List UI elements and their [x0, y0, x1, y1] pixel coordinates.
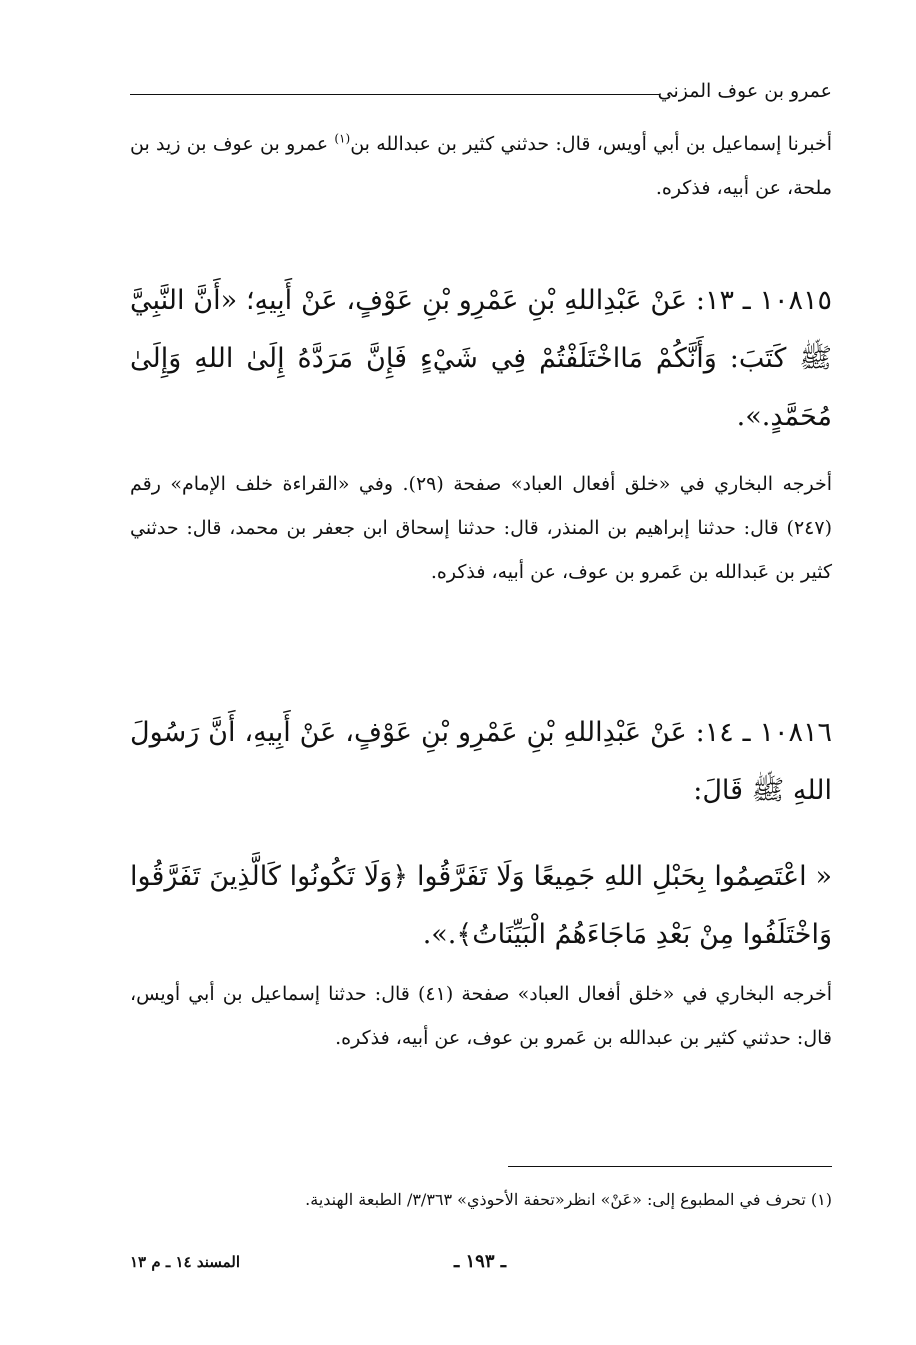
hadith-10816-takhrij: أخرجه البخاري في «خلق أفعال العباد» صفحة (٤١) قال: حدثنا إسماعيل بن أبي أويس، قال: حدثني كثير بن عبدالله بن عَمرو بن عوف، عن أبيه، فذكره. — [130, 983, 832, 1049]
footnote-marker: (١) — [334, 131, 351, 146]
hadith-10816-quote: « اعْتَصِمُوا بِحَبْلِ اللهِ جَمِيعًا وَلَا تَفَرَّقُوا ﴿وَلَا تَكُونُوا كَالَّذِينَ تَفَرَّقُوا وَاخْتَلَفُوا مِنْ بَعْدِ مَاجَاءَهُمُ الْبَيِّنَاتُ﴾.». — [130, 861, 832, 950]
intro-text-continued: عمرو بن عوف بن زيد بن ملحة، عن أبيه، فذكره. — [130, 133, 832, 199]
hadith-10815-takhrij: أخرجه البخاري في «خلق أفعال العباد» صفحة (٢٩). وفي «القراءة خلف الإمام» رقم (٢٤٧) قال: حدثنا إبراهيم بن المنذر، قال: حدثنا إسحاق ابن جعفر بن محمد، قال: حدثني كثير بن عَبدالله بن عَمرو بن عوف، عن أبيه، فذكره. — [130, 473, 832, 583]
page-header — [130, 78, 832, 108]
header-rule — [130, 94, 660, 95]
hadith-10816-text: ١٠٨١٦ ـ ١٤: عَنْ عَبْدِاللهِ بْنِ عَمْرِو بْنِ عَوْفٍ، عَنْ أَبِيهِ، أَنَّ رَسُولَ اللهِ ﷺ قَالَ: — [130, 717, 832, 806]
intro-paragraph — [130, 122, 832, 210]
footnote: (١) تحرف في المطبوع إلى: «عَنْ» انظر«تحفة الأحوذي» ٣/٣٦٣/ الطبعة الهندية. — [305, 1190, 832, 1209]
footnote-rule — [508, 1166, 832, 1167]
running-title: عمرو بن عوف المزني — [657, 80, 832, 102]
signature-mark: المسند ١٤ ـ م ١٣ — [130, 1253, 241, 1271]
page-number: ـ ١٩٣ ـ — [453, 1251, 507, 1272]
hadith-10815-text: ١٠٨١٥ ـ ١٣: عَنْ عَبْدِاللهِ بْنِ عَمْرِو بْنِ عَوْفٍ، عَنْ أَبِيهِ؛ «أَنَّ النَّبِيَّ ﷺ كَتَبَ: وَأَنَّكُمْ مَااخْتَلَفْتُمْ فِي شَيْءٍ فَإِنَّ مَرَدَّهُ إِلَىٰ اللهِ وَإِلَىٰ مُحَمَّدٍ.». — [130, 285, 832, 432]
intro-text: أخبرنا إسماعيل بن أبي أويس، قال: حدثني كثير بن عبدالله بن — [350, 133, 832, 155]
